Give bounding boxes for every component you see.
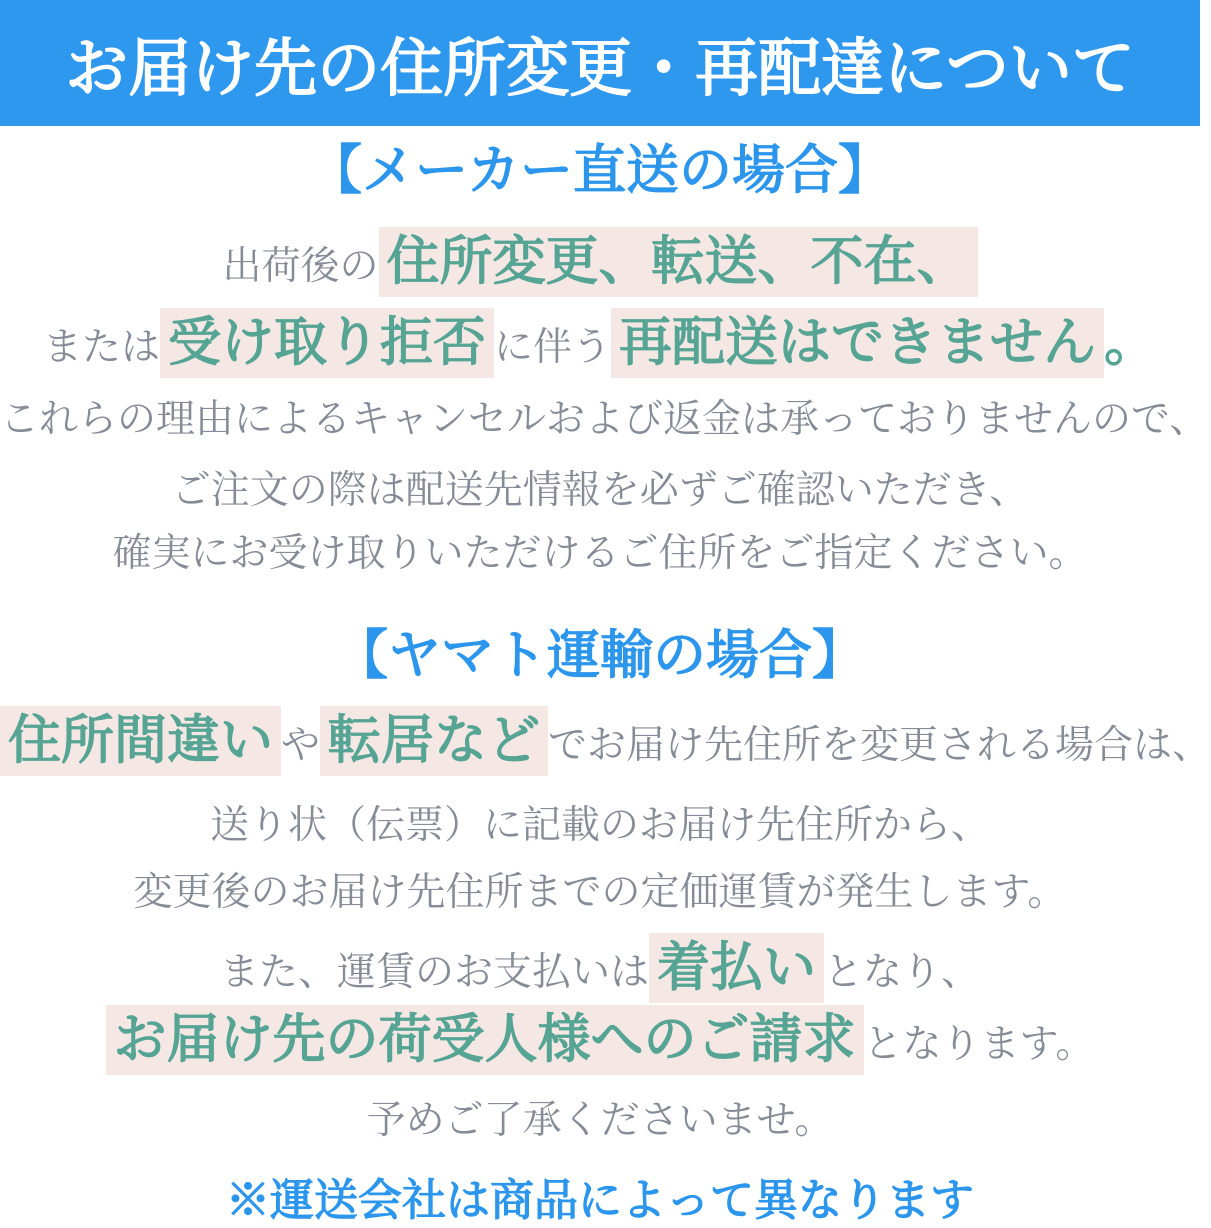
- highlighted-text-segment: 着払い: [649, 933, 824, 1003]
- maker-line-1: [0, 232, 1200, 293]
- text-segment: または: [42, 326, 160, 370]
- highlighted-text-segment: 再配送はできません: [611, 308, 1104, 378]
- text-segment: に伴う: [494, 326, 612, 370]
- highlighted-text-segment: 住所間違い: [0, 706, 281, 776]
- yamato-line-2: [0, 804, 1200, 849]
- yamato-line-6: [0, 1099, 1200, 1144]
- text-segment: ご注文の際は配送先情報を必ずご確認いただき、: [171, 468, 1029, 512]
- maker-line-4: [0, 469, 1200, 514]
- text-segment: 出荷後の: [222, 245, 379, 289]
- title-banner: [0, 0, 1200, 126]
- text-segment: 。: [1104, 313, 1158, 373]
- maker-line-3: [0, 398, 1209, 443]
- highlighted-text-segment: 受け取り拒否: [160, 308, 494, 378]
- text-segment: これらの理由によるキャンセルおよび返金は承っておりませんので、: [0, 398, 1209, 442]
- maker-line-2: [0, 313, 1200, 374]
- text-segment: でお届け先住所を変更される場合は、: [548, 723, 1211, 767]
- text-segment: 予めご了承くださいませ。: [366, 1099, 834, 1143]
- yamato-line-3: [0, 871, 1200, 916]
- highlighted-text-segment: 転居など: [320, 706, 548, 776]
- maker-line-5: [0, 532, 1200, 577]
- text-segment: となり、: [824, 950, 981, 994]
- highlighted-text-segment: 住所変更、転送、不在、: [379, 227, 978, 297]
- yamato-line-4: [0, 938, 1200, 999]
- text-segment: また、運賃のお支払いは: [219, 950, 649, 994]
- text-segment: となります。: [863, 1023, 1095, 1067]
- text-segment: や: [281, 723, 321, 767]
- section-heading-maker-direct: 【メーカー直送の場合】: [309, 141, 891, 200]
- section-heading-yamato: 【ヤマト運輸の場合】: [335, 625, 865, 685]
- highlighted-text-segment: お届け先の荷受人様へのご請求: [106, 1005, 864, 1075]
- page-title: お届け先の住所変更・再配達について: [65, 33, 1135, 104]
- yamato-line-1: [0, 710, 1211, 772]
- text-segment: 変更後のお届け先住所までの定価運賃が発生します。: [133, 870, 1067, 914]
- text-segment: 送り状（伝票）に記載のお届け先住所から、: [209, 803, 990, 847]
- carrier-disclaimer-note: ※運送会社は商品によって異なります: [226, 1176, 974, 1226]
- text-segment: 確実にお受け取りいただけるご住所をご指定ください。: [112, 531, 1088, 575]
- yamato-line-5: [0, 1010, 1200, 1071]
